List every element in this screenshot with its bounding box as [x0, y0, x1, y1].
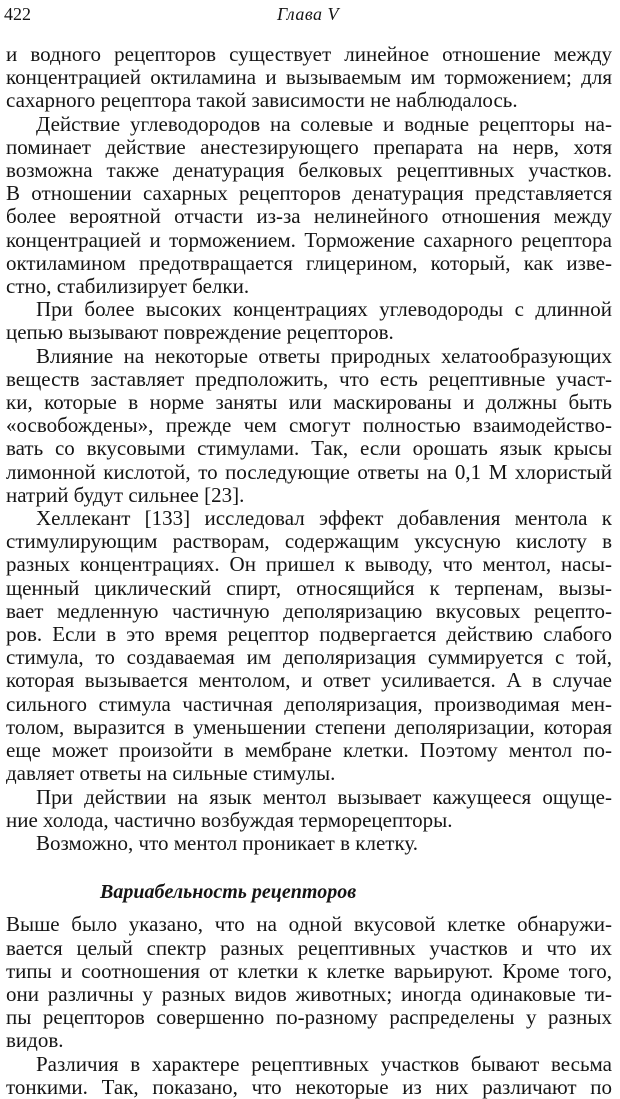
- text-line: тонкими. Так, показано, что некоторые из них различают по: [6, 1074, 612, 1099]
- text-line: ров. Если в это время рецептор подвергается действию слабого: [6, 622, 612, 647]
- text-line: При более высоких концентрациях углеводороды с длинной: [36, 297, 612, 322]
- section-spacer: [6, 855, 612, 878]
- text-line: щенный циклический спирт, относящийся к терпенам, вызы-: [6, 575, 612, 600]
- text-line: Выше было указано, что на одной вкусовой клетке обнаружи-: [6, 912, 612, 937]
- text-line: стно, стабилизирует белки.: [6, 274, 250, 299]
- text-line: сильного стимула частичная деполяризация, производимая мен-: [6, 691, 612, 716]
- text-line: лимонной кислотой, то последующие ответы на 0,1 М хлористый: [6, 459, 612, 484]
- text-line: толом, выразится в уменьшении степени деполяризации, которая: [6, 714, 612, 739]
- text-line: Различия в характере рецептивных участков бывают весьма: [36, 1051, 612, 1076]
- running-head: [4, 4, 612, 26]
- body-text: [6, 43, 612, 1099]
- text-line: «освобождены», прежде чем смогут полностью взаимодейство-: [6, 413, 612, 438]
- text-line: Возможно, что ментол проникает в клетку.: [36, 830, 418, 855]
- text-line: стимулирующим растворам, содержащим уксусную кислоту в: [6, 529, 612, 554]
- text-line: В отношении сахарных рецепторов денатурация представляется: [6, 181, 612, 206]
- text-line: возможна также денатурация белковых рецептивных участков.: [6, 158, 612, 183]
- text-line: которая вызывается ментолом, и ответ усиливается. А в случае: [6, 668, 612, 693]
- text-line: концентрацией октиламина и вызываемым им торможением; для: [6, 65, 612, 90]
- text-line: видов.: [6, 1028, 64, 1053]
- text-line: поминает действие анестезирующего препарата на нерв, хотя: [6, 134, 612, 159]
- text-line: сахарного рецептора такой зависимости не наблюдалось.: [6, 88, 518, 113]
- text-line: давляет ответы на сильные стимулы.: [6, 761, 336, 786]
- text-line: При действии на язык ментол вызывает кажущееся ощуще-: [36, 784, 612, 809]
- page-number: 422: [4, 4, 31, 24]
- chapter-title: Глава V: [276, 4, 340, 24]
- text-line: Хеллекант [133] исследовал эффект добавления ментола к: [36, 506, 612, 531]
- section-heading: Вариабельность рецепторов: [100, 881, 357, 904]
- text-line: веществ заставляет предположить, что есть рецептивные участ-: [6, 366, 612, 391]
- text-line: они различны у разных видов животных; иногда одинаковые ти-: [6, 981, 612, 1006]
- text-line: типы и соотношения от клетки к клетке варьируют. Кроме того,: [6, 958, 612, 983]
- text-line: цепью вызывают повреждение рецепторов.: [6, 320, 394, 345]
- text-line: разных концентрациях. Он пришел к выводу, что ментол, насы-: [6, 552, 612, 577]
- text-line: Действие углеводородов на солевые и водные рецепторы на-: [36, 111, 612, 136]
- text-line: октиламином предотвращается глицерином, который, как изве-: [6, 250, 612, 275]
- text-line: и водного рецепторов существует линейное отношение между: [6, 42, 612, 66]
- text-line: ние холода, частично возбуждая терморецепторы.: [6, 807, 453, 832]
- text-line: вает медленную частичную деполяризацию вкусовых рецепто-: [6, 598, 612, 623]
- text-line: еще может произойти в мембране клетки. Поэтому ментол по-: [6, 738, 612, 763]
- text-line: стимула, то создаваемая им деполяризация суммируется с той,: [6, 645, 612, 670]
- text-line: ки, которые в норме заняты или маскированы и должны быть: [6, 390, 612, 415]
- text-line: натрий будут сильнее [23].: [6, 482, 245, 507]
- text-line: пы рецепторов совершенно по-разному распределены у разных: [6, 1005, 612, 1030]
- text-line: вать со вкусовыми стимулами. Так, если орошать язык крысы: [6, 436, 612, 461]
- text-line: концентрацией и торможением. Торможение сахарного рецептора: [6, 227, 612, 252]
- text-line: Влияние на некоторые ответы природных хелатообразующих: [36, 343, 612, 368]
- text-line: вается целый спектр разных рецептивных участков и что их: [6, 935, 612, 960]
- text-line: более вероятной отчасти из-за нелинейного отношения между: [6, 204, 612, 229]
